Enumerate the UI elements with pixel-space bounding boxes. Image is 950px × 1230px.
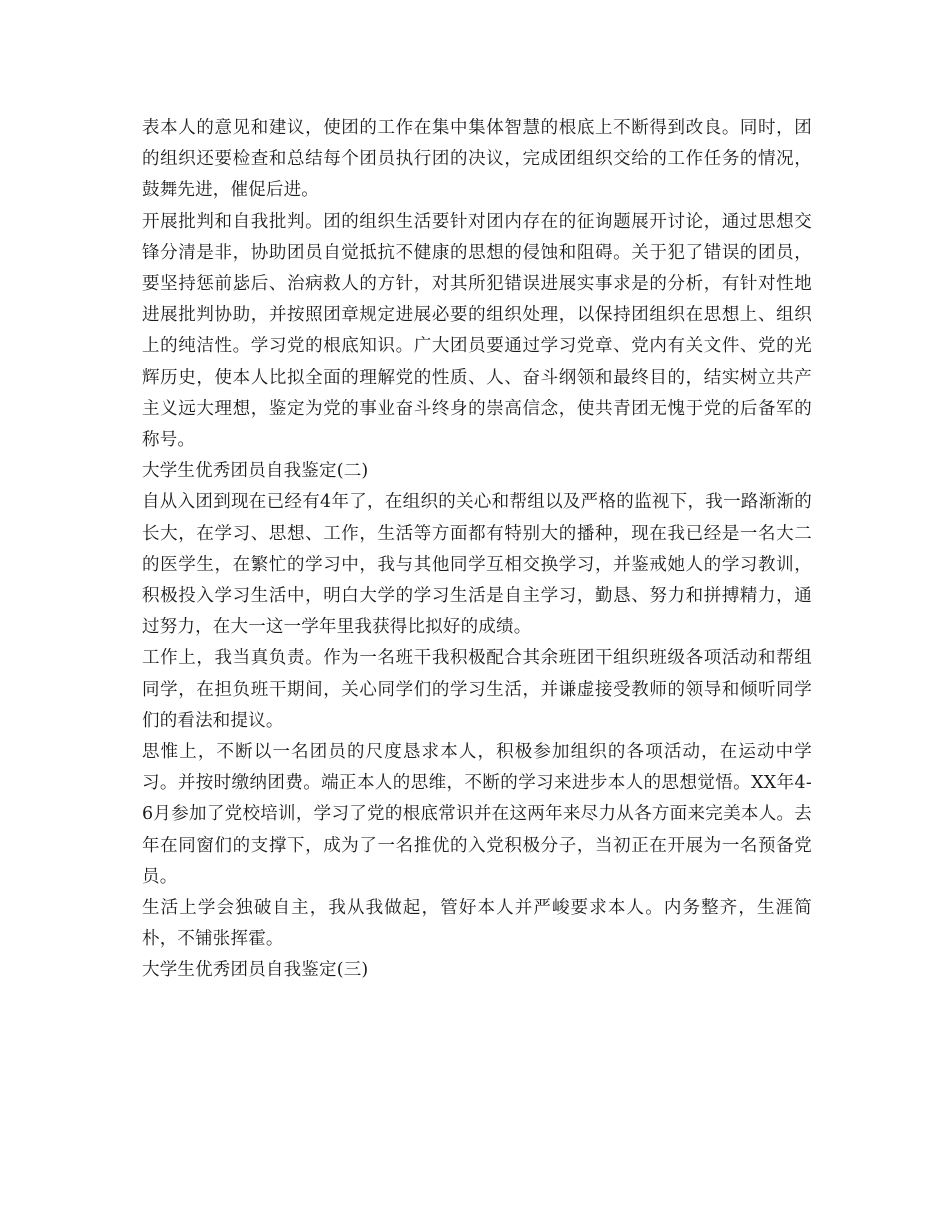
paragraph-4: 工作上，我当真负责。作为一名班干我积极配合其余班团干组织班级各项活动和帮组同学，在担负班干期间，关心同学们的学习生活，并谦虚接受教师的领导和倾听同学们的看法和提议。 — [142, 648, 812, 731]
paragraph-6: 生活上学会独破自主，我从我做起，管好本人并严峻要求本人。内务整齐，生涯简朴，不铺张挥霍。 — [142, 898, 812, 950]
paragraph-5: 思惟上，不断以一名团员的尺度恳求本人，积极参加组织的各项活动，在运动中学习。并按时缴纳团费。端正本人的思维，不断的学习来进步本人的思想觉悟。XX年4-6月参加了党校培训，学习了党的根底常识并在这两年来尽力从各方面来完美本人。去年在同窗们的支撑下，成为了一名推优的入党积极分子，当初正在开展为一名预备党员。 — [142, 742, 812, 887]
paragraph-1: 表本人的意见和建议，使团的工作在集中集体智慧的根底上不断得到改良。同时，团的组织还要检查和总结每个团员执行团的决议，完成团组织交给的工作任务的情况，鼓舞先进，催促后进。 — [142, 118, 812, 201]
paragraph-3: 自从入团到现在已经有4年了，在组织的关心和帮组以及严格的监视下，我一路渐渐的长大，在学习、思想、工作，生活等方面都有特别大的播种，现在我已经是一名大二的医学生，在繁忙的学习中，我与其他同学互相交换学习，并鉴戒她人的学习教训，积极投入学习生活中，明白大学的学习生活是自主学习，勤恳、努力和拼搏精力，通过努力，在大一这一学年里我获得比拟好的成绩。 — [142, 492, 812, 638]
section-heading-2: 大学生优秀团员自我鉴定(二) — [142, 461, 369, 482]
paragraph-2: 开展批判和自我批判。团的组织生活要针对团内存在的征询题展开讨论，通过思想交锋分清是非，协助团员自觉抵抗不健康的思想的侵蚀和阻碍。关于犯了错误的团员，要坚持惩前毖后、治病救人的方针，对其所犯错误进展实事求是的分析，有针对性地进展批判协助，并按照团章规定进展必要的组织处理，以保持团组织在思想上、组织上的纯洁性。学习党的根底知识。广大团员要通过学习党章、党内有关文件、党的光辉历史，使本人比拟全面的理解党的性质、人、奋斗纲领和最终目的，结实树立共产主义远大理想，鉴定为党的事业奋斗终身的崇高信念，使共青团无愧于党的后备军的称号。 — [142, 211, 812, 451]
section-heading-3: 大学生优秀团员自我鉴定(三) — [142, 960, 369, 981]
document-body — [142, 113, 812, 987]
